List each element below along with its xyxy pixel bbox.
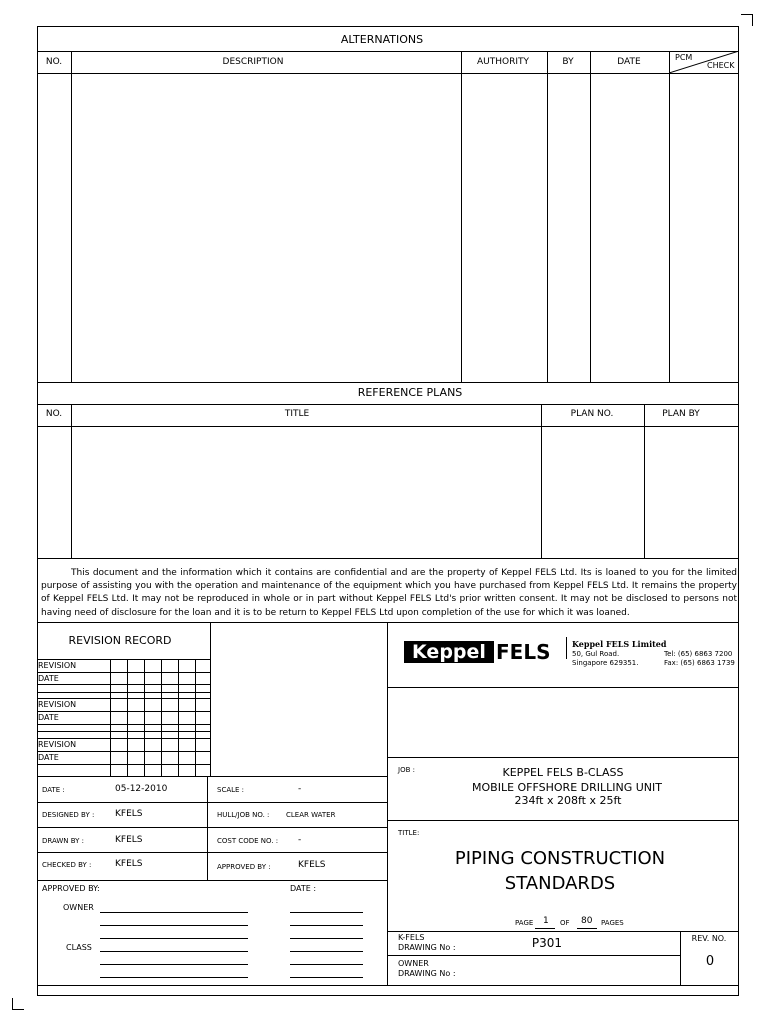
logo-keppel-mark: Keppel bbox=[404, 641, 494, 663]
date-value: 05-12-2010 bbox=[115, 784, 168, 794]
drawing-title-line2: STANDARDS bbox=[504, 873, 616, 894]
approvals-date: DATE : bbox=[290, 884, 317, 893]
crop-mark-top-right bbox=[741, 14, 753, 26]
company-address-line1: 50, Gul Road. bbox=[572, 650, 620, 658]
rev-no-label: REV. NO. bbox=[691, 934, 727, 943]
alternations-title: ALTERNATIONS bbox=[340, 33, 424, 46]
date-row-label: DATE bbox=[38, 753, 59, 762]
company-tel: Tel: (65) 6863 7200 bbox=[664, 650, 733, 658]
kfels-drawing-label-line2: DRAWING No : bbox=[398, 943, 456, 952]
revision-row-label: REVISION bbox=[38, 740, 77, 749]
company-name: Keppel FELS Limited bbox=[572, 639, 667, 649]
scale-label: SCALE : bbox=[217, 786, 245, 794]
date-label: DATE : bbox=[42, 786, 65, 794]
revision-row-label: REVISION bbox=[38, 700, 77, 709]
drawing-title-line1: PIPING CONSTRUCTION bbox=[454, 848, 666, 869]
approvals-approved-by: APPROVED BY: bbox=[42, 884, 100, 893]
drawn-by-label: DRAWN BY : bbox=[42, 837, 85, 845]
scale-value: - bbox=[298, 784, 302, 794]
owner-drawing-label-line1: OWNER bbox=[398, 959, 429, 968]
owner-drawing-label-line2: DRAWING No : bbox=[398, 969, 456, 978]
cost-code-value: - bbox=[298, 835, 302, 845]
job-line2: MOBILE OFFSHORE DRILLING UNIT bbox=[472, 781, 662, 794]
date-row-label: DATE bbox=[38, 674, 59, 683]
revision-record-title: REVISION RECORD bbox=[68, 634, 172, 647]
alt-col-description: DESCRIPTION bbox=[222, 57, 284, 67]
company-address-line2: Singapore 629351. bbox=[572, 659, 639, 667]
ref-col-title: TITLE bbox=[284, 409, 310, 419]
date-row-label: DATE bbox=[38, 713, 59, 722]
pages-label: PAGES bbox=[601, 919, 624, 927]
crop-mark-bottom-left bbox=[12, 998, 24, 1010]
job-line3: 234ft x 208ft x 25ft bbox=[514, 794, 622, 807]
page-number: 1 bbox=[543, 916, 549, 926]
ref-col-plan-no: PLAN NO. bbox=[570, 409, 614, 419]
designed-by-value: KFELS bbox=[115, 809, 143, 819]
confidentiality-notice-text: This document and the information which it contains are confidential and are the property of Keppel FELS Ltd. Its is loaned to you for the limited purpose of assisting you with the operation and maintenance of the equipment which you have purchased from Keppel FELS Ltd. It remains the property of Keppel FELS Ltd. It may not be reproduced in whole or in part without Keppel FELS Ltd's prior written consent. It may not be disclosed to persons not having need of disclosure for the loan and it is to be return to Keppel FELS Ltd upon completion of the use for which it was loaned. bbox=[41, 568, 737, 618]
checked-by-value: KFELS bbox=[115, 859, 143, 869]
checked-by-label: CHECKED BY : bbox=[42, 861, 92, 869]
reference-plans-title: REFERENCE PLANS bbox=[357, 386, 463, 399]
of-label: OF bbox=[560, 919, 570, 927]
job-label: JOB : bbox=[398, 766, 415, 774]
confidentiality-notice bbox=[41, 567, 737, 620]
company-fax: Fax: (65) 6863 1739 bbox=[664, 659, 735, 667]
logo-fels-mark: FELS bbox=[496, 640, 551, 664]
approved-by-value: KFELS bbox=[298, 860, 326, 870]
rev-no-value: 0 bbox=[705, 954, 715, 969]
revision-row-label: REVISION bbox=[38, 661, 77, 670]
owner-label: OWNER bbox=[63, 903, 94, 912]
page-label: PAGE bbox=[515, 919, 534, 927]
designed-by-label: DESIGNED BY : bbox=[42, 811, 95, 819]
class-label: CLASS bbox=[66, 943, 92, 952]
ref-col-plan-by: PLAN BY bbox=[662, 409, 700, 419]
ref-col-no: NO. bbox=[45, 409, 63, 419]
alt-col-authority: AUTHORITY bbox=[477, 57, 529, 67]
keppel-fels-logo bbox=[404, 641, 550, 663]
alt-col-date: DATE bbox=[617, 57, 641, 67]
alt-col-pcm: PCM bbox=[675, 53, 693, 62]
cost-code-label: COST CODE NO. : bbox=[217, 837, 279, 845]
alt-col-by: BY bbox=[562, 57, 574, 67]
kfels-drawing-number: P301 bbox=[531, 936, 563, 950]
title-label: TITLE: bbox=[398, 829, 420, 837]
alt-col-no: NO. bbox=[45, 57, 63, 67]
alt-col-check: CHECK bbox=[707, 61, 735, 70]
total-pages: 80 bbox=[581, 916, 593, 926]
hull-job-value: CLEAR WATER bbox=[286, 811, 336, 819]
approved-by-label: APPROVED BY : bbox=[217, 863, 271, 871]
job-line1: KEPPEL FELS B-CLASS bbox=[502, 766, 624, 779]
drawn-by-value: KFELS bbox=[115, 835, 143, 845]
kfels-drawing-label-line1: K-FELS bbox=[398, 933, 425, 942]
hull-job-label: HULL/JOB NO. : bbox=[217, 811, 270, 819]
